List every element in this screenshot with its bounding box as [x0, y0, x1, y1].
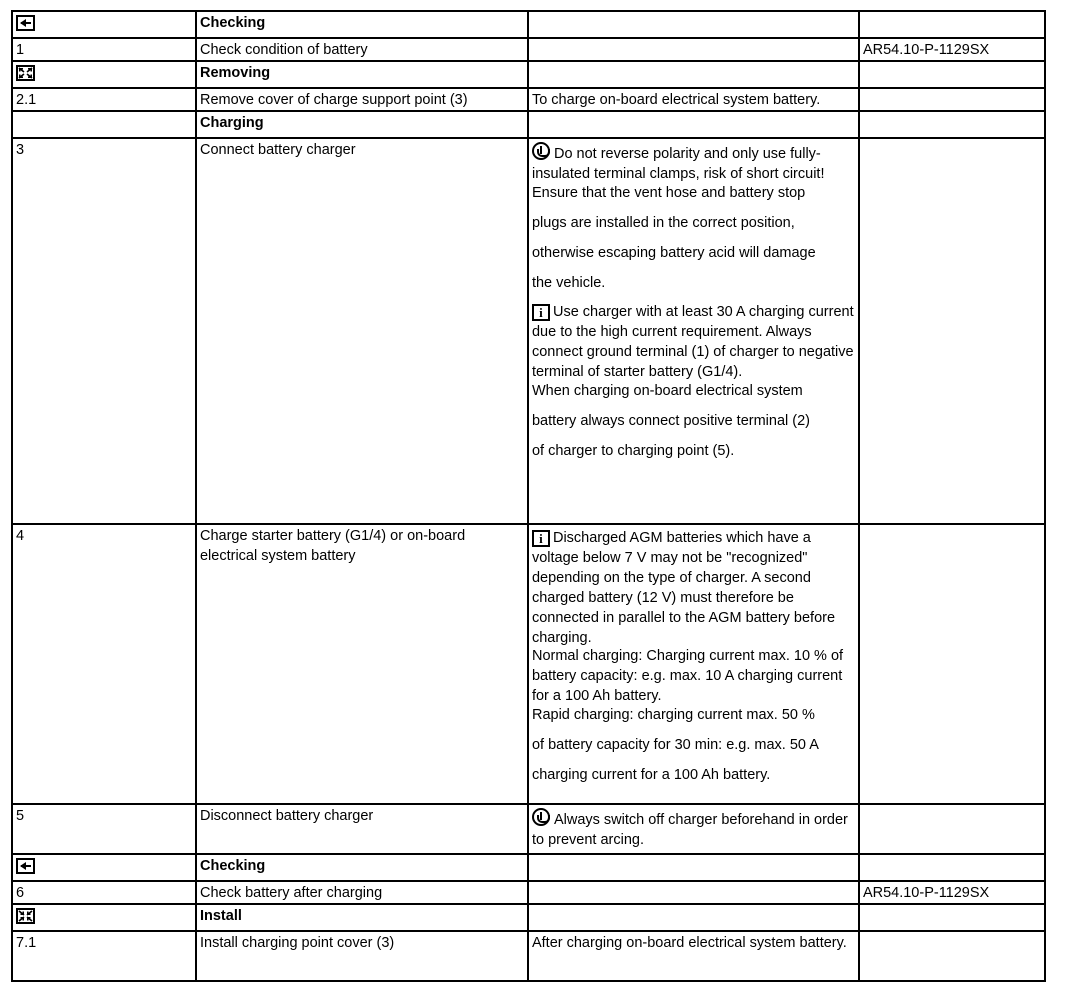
step-note: After charging on-board electrical system battery. — [528, 931, 859, 981]
step-reference — [859, 931, 1045, 981]
warning-text: Do not reverse polarity and only use fully-insulated terminal clamps, risk of short circuit! — [531, 146, 825, 182]
step-reference: AR54.10-P-1129SX — [859, 881, 1045, 904]
step-note: To charge on-board electrical system battery. — [528, 88, 859, 111]
section-row-removing — [12, 61, 1045, 88]
step-note — [528, 38, 859, 61]
normal-charging-text: Normal charging: Charging current max. 10 % of battery capacity: e.g. max. 10 A charging current for a 100 Ah battery. — [531, 648, 844, 704]
step-number: 5 — [12, 804, 196, 854]
step-number: 3 — [12, 138, 196, 524]
step-number: 6 — [12, 881, 196, 904]
checking-arrow-icon — [16, 15, 35, 31]
step-number: 1 — [12, 38, 196, 61]
section-title: Checking — [196, 11, 528, 38]
warning-extra: Ensure that the vent hose and battery stop plugs are installed in the correct position, otherwise escaping battery acid will damage the vehicle. — [531, 185, 816, 291]
step-reference — [859, 804, 1045, 854]
step-reference — [859, 524, 1045, 804]
step-action: Charge starter battery (G1/4) or on-board electrical system battery — [196, 524, 528, 804]
step-action: Check condition of battery — [196, 38, 528, 61]
step-number: 7.1 — [12, 931, 196, 981]
info-extra: When charging on-board electrical system battery always connect positive terminal (2) of charger to charging point (5). — [531, 383, 811, 459]
section-icon-cell — [12, 11, 196, 38]
step-note — [528, 524, 859, 804]
hand-warning-icon — [532, 808, 550, 826]
step-row-2-1 — [12, 88, 1045, 111]
warning-text: Always switch off charger beforehand in order to prevent arcing. — [531, 812, 848, 848]
section-title: Charging — [196, 111, 528, 138]
step-note — [528, 138, 859, 524]
step-action: Remove cover of charge support point (3) — [196, 88, 528, 111]
step-row-1 — [12, 38, 1045, 61]
step-note — [528, 804, 859, 854]
install-arrows-icon — [16, 908, 35, 924]
step-row-6 — [12, 881, 1045, 904]
step-row-7-1 — [12, 931, 1045, 981]
step-row-4 — [12, 524, 1045, 804]
section-row-charging — [12, 111, 1045, 138]
hand-warning-icon — [532, 142, 550, 160]
step-action: Disconnect battery charger — [196, 804, 528, 854]
procedure-table — [11, 10, 1046, 982]
step-reference — [859, 138, 1045, 524]
info-icon: i — [532, 304, 550, 321]
step-reference: AR54.10-P-1129SX — [859, 38, 1045, 61]
step-row-3 — [12, 138, 1045, 524]
section-row-checking — [12, 854, 1045, 881]
checking-arrow-icon — [16, 858, 35, 874]
section-row-checking — [12, 11, 1045, 38]
step-action: Connect battery charger — [196, 138, 528, 524]
removing-arrows-icon — [16, 65, 35, 81]
section-title: Removing — [196, 61, 528, 88]
step-row-5 — [12, 804, 1045, 854]
section-row-install — [12, 904, 1045, 931]
section-title: Install — [196, 904, 528, 931]
step-action: Check battery after charging — [196, 881, 528, 904]
section-title: Checking — [196, 854, 528, 881]
rapid-charging: Rapid charging: charging current max. 50 % of battery capacity for 30 min: e.g. max. 50 A charging current for a 100 Ah battery. — [531, 707, 819, 783]
info-icon: i — [532, 530, 550, 547]
step-reference — [859, 88, 1045, 111]
step-action: Install charging point cover (3) — [196, 931, 528, 981]
info-text: Discharged AGM batteries which have a voltage below 7 V may not be "recognized" depending on the type of charger. A second charged battery (12 V) must therefore be connected in parallel to the AGM battery before charging. — [531, 530, 836, 646]
info-text: Use charger with at least 30 A charging current due to the high current requirement. Always connect ground terminal (1) of charger to negative terminal of starter battery (G1/4). — [531, 304, 854, 380]
step-number: 4 — [12, 524, 196, 804]
step-number: 2.1 — [12, 88, 196, 111]
step-note — [528, 881, 859, 904]
